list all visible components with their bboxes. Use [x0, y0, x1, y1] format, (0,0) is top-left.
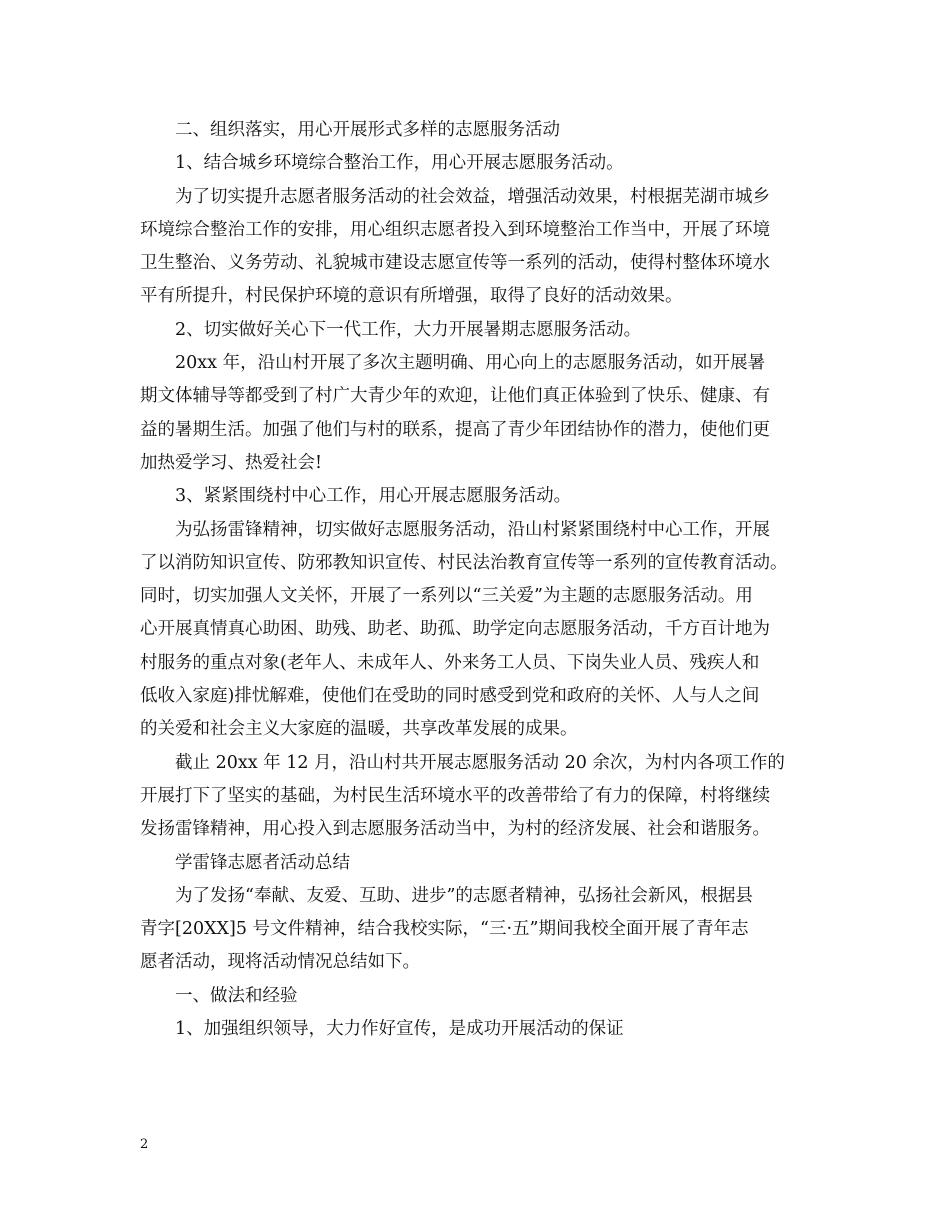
text-line: 平有所提升，村民保护环境的意识有所增强，取得了良好的活动效果。 [140, 286, 683, 307]
text-line: 愿者活动，现将活动情况总结如下。 [140, 952, 420, 973]
text-line: 学雷锋志愿者活动总结 [175, 852, 350, 873]
body-paragraph [140, 514, 824, 747]
page-number: 2 [140, 1137, 149, 1152]
text-line: 心开展真情真心助困、助残、助老、助孤、助学定向志愿服务活动，千方百计地为 [140, 619, 770, 640]
subheading-2 [140, 314, 824, 347]
subheading-1 [140, 147, 824, 180]
text-line: 低收入家庭)排忧解难，使他们在受助的同时感受到党和政府的关怀、人与人之间 [140, 686, 760, 707]
body-paragraph [140, 181, 824, 314]
text-line: 的关爱和社会主义大家庭的温暖，共享改革发展的成果。 [140, 719, 578, 740]
text-line: 卫生整治、义务劳动、礼貌城市建设志愿宣传等一系列的活动，使得村整体环境水 [140, 253, 770, 274]
section-heading-2 [140, 114, 824, 147]
text-line: 村服务的重点对象(老年人、未成年人、外来务工人员、下岗失业人员、残疾人和 [140, 652, 760, 673]
text-line: 期文体辅导等都受到了村广大青少年的欢迎，让他们真正体验到了快乐、健康、有 [140, 386, 770, 407]
body-paragraph [140, 347, 824, 480]
text-line: 为了发扬“奉献、友爱、互助、进步”的志愿者精神，弘扬社会新风，根据县 [175, 885, 753, 906]
document-body [140, 114, 824, 1046]
text-line: 1、结合城乡环境综合整治工作，用心开展志愿服务活动。 [175, 153, 624, 174]
text-line: 为弘扬雷锋精神，切实做好志愿服务活动，沿山村紧紧围绕村中心工作，开展 [175, 519, 770, 540]
body-paragraph [140, 880, 824, 980]
text-line: 1、加强组织领导，大力作好宣传，是成功开展活动的保证 [175, 1019, 624, 1040]
text-line: 发扬雷锋精神，用心投入到志愿服务活动当中，为村的经济发展、社会和谐服务。 [140, 819, 770, 840]
text-line: 二、组织落实，用心开展形式多样的志愿服务活动 [175, 120, 560, 140]
text-line: 了以消防知识宣传、防邪教知识宣传、村民法治教育宣传等一系列的宣传教育活动。 [140, 552, 788, 573]
text-line: 2、切实做好关心下一代工作，大力开展暑期志愿服务活动。 [175, 319, 642, 340]
text-line: 为了切实提升志愿者服务活动的社会效益，增强活动效果，村根据芜湖市城乡 [175, 186, 770, 207]
subheading-3 [140, 480, 824, 513]
text-line: 加热爱学习、热爱社会! [140, 452, 323, 473]
text-line: 同时，切实加强人文关怀，开展了一系列以“三关爱”为主题的志愿服务活动。用 [140, 586, 753, 607]
text-line: 开展打下了坚实的基础，为村民生活环境水平的改善带给了有力的保障，村将继续 [140, 785, 770, 806]
text-line: 20xx 年，沿山村开展了多次主题明确、用心向上的志愿服务活动，如开展暑 [175, 353, 766, 374]
subheading-1 [140, 1013, 824, 1046]
text-line: 益的暑期生活。加强了他们与村的联系，提高了青少年团结协作的潜力，使他们更 [140, 419, 770, 440]
text-line: 一、做法和经验 [175, 985, 298, 1006]
text-line: 截止 20xx 年 12 月，沿山村共开展志愿服务活动 20 余次，为村内各项工作的 [175, 752, 785, 773]
article-title [140, 847, 824, 880]
text-line: 青字[20XX]5 号文件精神，结合我校实际，“三·五”期间我校全面开展了青年志 [140, 919, 749, 940]
text-line: 3、紧紧围绕村中心工作，用心开展志愿服务活动。 [175, 486, 572, 507]
text-line: 环境综合整治工作的安排，用心组织志愿者投入到环境整治工作当中，开展了环境 [140, 219, 770, 240]
body-paragraph [140, 747, 824, 847]
section-heading-1 [140, 980, 824, 1013]
